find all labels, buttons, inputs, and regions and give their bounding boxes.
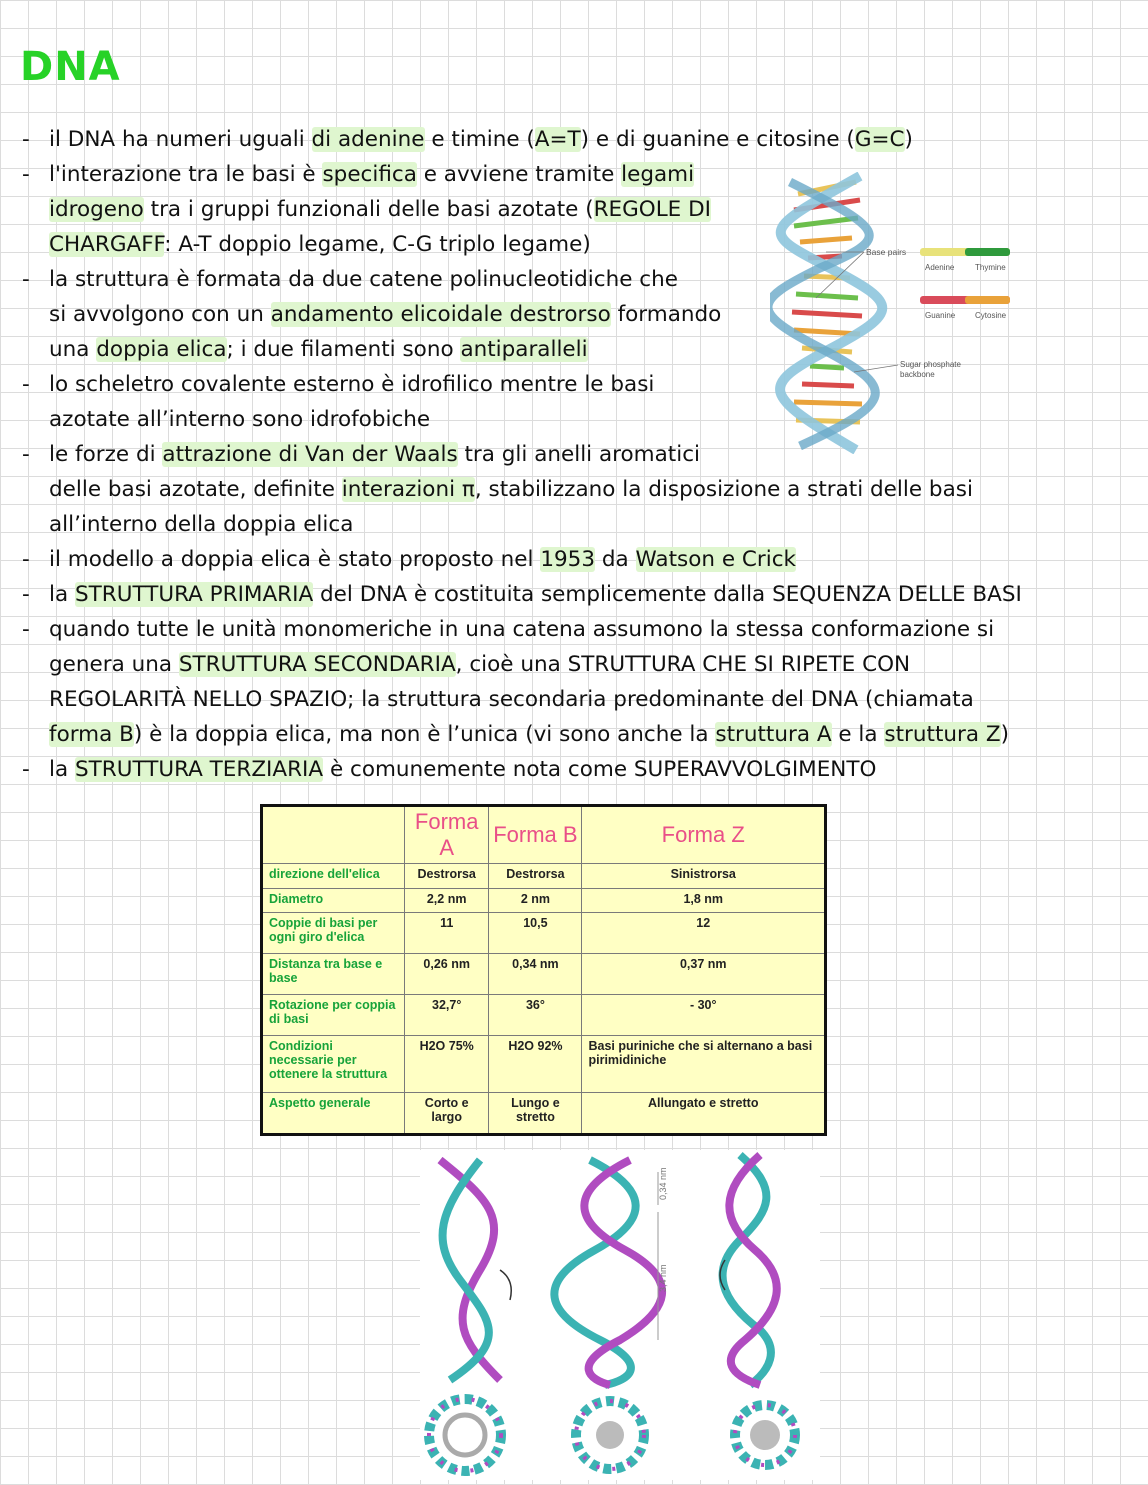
note-text: la [49,582,75,607]
table-cell: 32,7° [405,994,489,1035]
table-cell: 0,26 nm [405,953,489,994]
note-text: e la [831,722,885,747]
table-row [262,1035,826,1092]
table-row [262,913,826,954]
table-cell: Basi puriniche che si alternano a basi pirimidiniche [582,1035,826,1092]
note-text: ) [1000,722,1009,747]
row-label: Condizioni necessarie per ottenere la struttura [262,1035,405,1092]
note-text: azotate all’interno sono idrofobiche [49,407,431,432]
note-text: e avviene tramite [416,162,622,187]
table-cell: Corto e largo [405,1092,489,1134]
note-highlight: Watson e Crick [635,547,797,572]
forma-z-side-model [720,1155,777,1385]
note-line [20,122,1130,157]
note-highlight: STRUTTURA TERZIARIA [74,757,324,782]
table-cell: H2O 92% [489,1035,582,1092]
row-label: Rotazione per coppia di basi [262,994,405,1035]
table-cell: Sinistrorsa [582,864,826,889]
note-text: del DNA è costituita semplicemente dalla SEQUENZA DELLE BASI [313,582,1022,607]
note-line [20,647,1130,682]
note-highlight: andamento elicoidale destrorso [270,302,611,327]
note-highlight: STRUTTURA SECONDARIA [178,652,456,677]
table-row [262,864,826,889]
note-text: tra gli anelli aromatici [457,442,700,467]
note-text: il DNA ha numeri uguali [49,127,312,152]
note-text: all’interno della doppia elica [49,512,354,537]
label-pitch: 3,4 nm [658,1264,668,1292]
table-cell: H2O 75% [405,1035,489,1092]
note-text: , cioè una STRUTTURA CHE SI RIPETE CON [455,652,911,677]
note-highlight: di adenine [311,127,425,152]
table-cell: 2,2 nm [405,888,489,913]
label-backbone-1: Sugar phosphate [900,360,961,369]
header-forma-b: Forma B [489,806,582,864]
table-row [262,953,826,994]
table-cell: Allungato e stretto [582,1092,826,1134]
note-text: ) è la doppia elica, ma non è l’unica (vi sono anche la [133,722,716,747]
dna-double-helix-figure [770,172,1020,454]
dna-forms-top-views [420,1390,820,1480]
row-label: Distanza tra base e base [262,953,405,994]
note-text: da [595,547,636,572]
note-line [20,507,1130,542]
table-cell: 12 [582,913,826,954]
dna-forms-table [260,804,827,1136]
header-forma-a: Forma A [405,806,489,864]
label-backbone-2: backbone [900,370,935,379]
note-text: la struttura è formata da due catene polinucleotidiche che [49,267,678,292]
note-highlight: REGOLE DI [593,197,711,222]
label-base-pairs: Base pairs [866,247,907,257]
label-guanine: Guanine [925,311,956,320]
note-line [20,577,1130,612]
note-highlight: forma B [49,722,134,747]
header-empty-cell [262,806,405,864]
label-cytosine: Cytosine [975,311,1007,320]
forma-b-side-model [554,1160,668,1385]
note-text: delle basi azotate, definite [49,477,342,502]
note-text: le forze di [49,442,163,467]
table-cell: 0,37 nm [582,953,826,994]
table-cell: 10,5 [489,913,582,954]
note-highlight: specifica [322,162,417,187]
note-text: formando [610,302,722,327]
note-highlight: doppia elica [96,337,227,362]
note-highlight: struttura A [715,722,832,747]
table-cell: 11 [405,913,489,954]
note-highlight: interazioni π [341,477,475,502]
note-text: tra i gruppi funzionali delle basi azotate ( [143,197,594,222]
row-label: Aspetto generale [262,1092,405,1134]
note-highlight: 1953 [540,547,596,572]
note-highlight: legami [621,162,695,187]
note-highlight: CHARGAFF [49,232,165,257]
dna-forms-side-models [420,1150,820,1390]
note-line [20,717,1130,752]
note-text: ) [904,127,913,152]
label-rise: 0,34 nm [658,1167,668,1200]
table-row [262,888,826,913]
note-text: quando tutte le unità monomeriche in una catena assumono la stessa conformazione si [49,617,995,642]
note-highlight: STRUTTURA PRIMARIA [74,582,314,607]
note-line [20,542,1130,577]
forma-z-top-view [735,1405,795,1465]
note-highlight: attrazione di Van der Waals [162,442,458,467]
forma-a-top-view [429,1399,501,1471]
note-highlight: idrogeno [49,197,144,222]
note-line [20,682,1130,717]
note-text: si avvolgono con un [49,302,271,327]
note-text: la [49,757,75,782]
note-text: genera una [49,652,179,677]
note-text: una [49,337,97,362]
header-forma-z: Forma Z [582,806,826,864]
row-label: direzione dell'elica [262,864,405,889]
row-label: Coppie di basi per ogni giro d'elica [262,913,405,954]
table-header-row [262,806,826,864]
note-highlight: A=T [534,127,581,152]
note-text: ) e di guanine e citosine ( [580,127,855,152]
note-text: REGOLARITÀ NELLO SPAZIO; la struttura secondaria predominante del DNA (chiamata [49,687,974,712]
note-text: lo scheletro covalente esterno è idrofilico mentre le basi [49,372,655,397]
table-cell: Destrorsa [405,864,489,889]
table-cell: 2 nm [489,888,582,913]
table-cell: 36° [489,994,582,1035]
label-thymine: Thymine [975,263,1006,272]
row-label: Diametro [262,888,405,913]
note-highlight: struttura Z [884,722,1001,747]
label-adenine: Adenine [925,263,955,272]
note-line [20,612,1130,647]
table-cell: Destrorsa [489,864,582,889]
note-line [20,472,1130,507]
table-cell: 0,34 nm [489,953,582,994]
note-text: è comunemente nota come SUPERAVVOLGIMENTO [323,757,877,782]
note-text: : A-T doppio legame, C-G triplo legame) [164,232,591,257]
note-highlight: G=C [854,127,905,152]
table-cell: - 30° [582,994,826,1035]
note-line [20,752,1130,787]
note-text: il modello a doppia elica è stato proposto nel [49,547,541,572]
page-title: DNA [20,44,121,90]
table-row [262,1092,826,1134]
note-text: , stabilizzano la disposizione a strati delle basi [474,477,973,502]
table-row [262,994,826,1035]
table-cell: Lungo e stretto [489,1092,582,1134]
forma-b-top-view [576,1401,644,1469]
table-cell: 1,8 nm [582,888,826,913]
note-text: l'interazione tra le basi è [49,162,323,187]
forma-a-side-model [440,1160,511,1380]
note-text: e timine ( [424,127,535,152]
note-text: ; i due filamenti sono [226,337,461,362]
note-highlight: antiparalleli [460,337,588,362]
